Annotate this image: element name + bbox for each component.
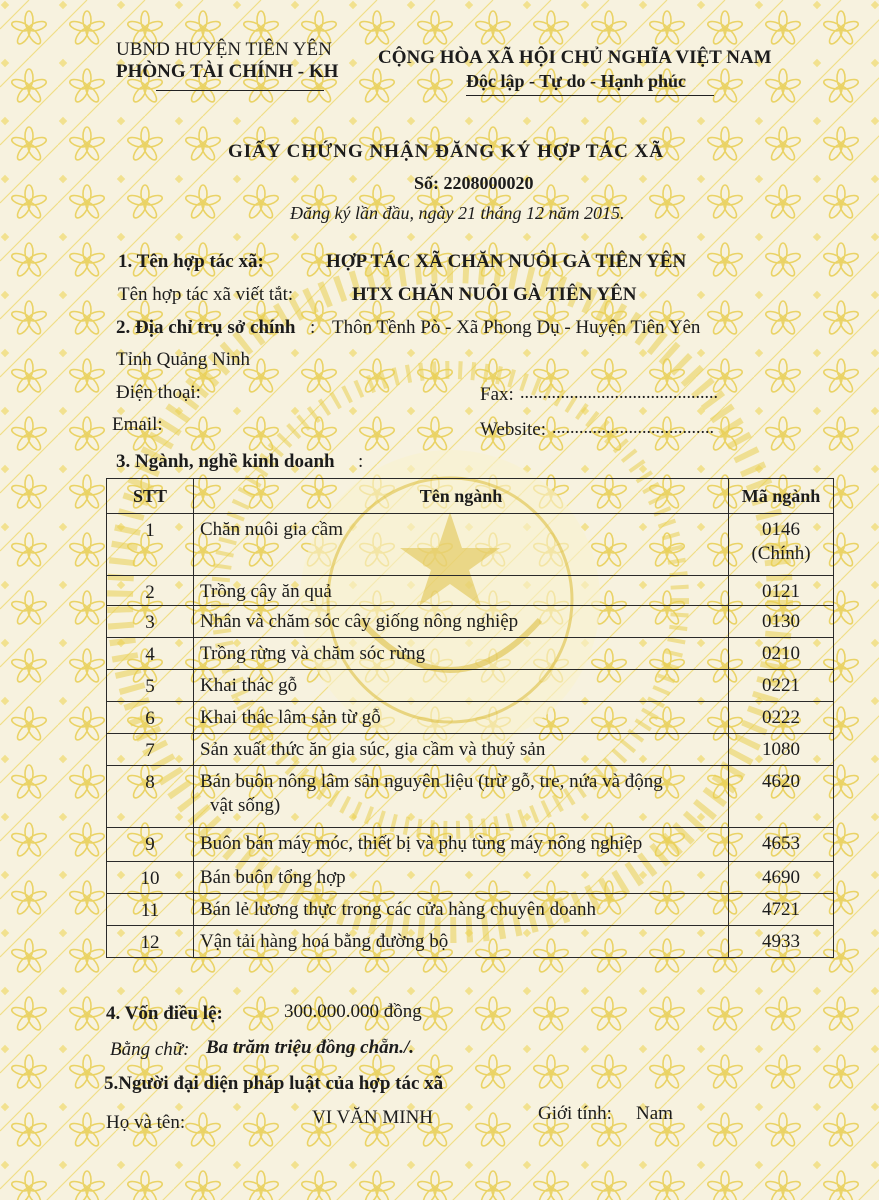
table-row [107,606,834,638]
table-row [107,576,834,606]
certificate-number: Số: 2208000020 [414,173,534,193]
table-row [107,766,834,828]
row-stt: 4 [107,638,194,670]
section4-label: 4. Vốn điều lệ: [106,1003,223,1024]
row-code: 1080 [729,734,834,766]
motto-underline [466,95,714,96]
fax-label: Fax: [480,384,514,405]
row-code: 0210 [729,638,834,670]
row-stt: 7 [107,734,194,766]
row-name [194,766,729,828]
row-stt: 3 [107,606,194,638]
row-name: Bán buôn tổng hợp [194,862,729,894]
row-stt: 9 [107,828,194,862]
row-code [729,514,834,576]
charter-capital-value: 300.000.000 đồng [284,1001,422,1022]
row-stt: 12 [107,926,194,958]
table-row [107,670,834,702]
gender-value: Nam [636,1103,673,1124]
row-name: Chăn nuôi gia cầm [194,514,729,576]
col-stt-header: STT [107,479,194,514]
table-row [107,514,834,576]
row-stt: 8 [107,766,194,828]
row-stt: 10 [107,862,194,894]
table-row [107,926,834,958]
table-row [107,894,834,926]
table-row [107,638,834,670]
website-label: Website: [480,419,547,440]
table-row [107,734,834,766]
row-name: Nhân và chăm sóc cây giống nông nghiệp [194,606,729,638]
row-name: Sản xuất thức ăn gia súc, gia cầm và thuỷ sản [194,734,729,766]
row-name: Khai thác lâm sản từ gỗ [194,702,729,734]
row-name-line1: Bán buôn nông lâm sản nguyên liệu (trừ gỗ, tre, nứa và động [200,771,663,792]
section2-colon: : [310,317,316,338]
col-name-header: Tên ngành [194,479,729,514]
table-row [107,702,834,734]
capital-in-words-label: Bằng chữ: [110,1039,190,1060]
section3-label: 3. Ngành, nghề kinh doanh [116,451,335,472]
row-code: 0130 [729,606,834,638]
row-stt: 1 [107,514,194,576]
table-row [107,828,834,862]
issuer-department: PHÒNG TÀI CHÍNH - KH [116,61,339,82]
row-code: 0221 [729,670,834,702]
phone-label: Điện thoại: [116,382,201,403]
document-title: GIẤY CHỨNG NHẬN ĐĂNG KÝ HỢP TÁC XÃ [228,141,664,162]
registration-date: Đăng ký lần đầu, ngày 21 tháng 12 năm 2015. [290,203,625,223]
national-motto: Độc lập - Tự do - Hạnh phúc [466,71,687,91]
row-name: Trồng rừng và chăm sóc rừng [194,638,729,670]
section5-label: 5.Người đại diện pháp luật của hợp tác xã [104,1073,444,1094]
national-title: CỘNG HÒA XÃ HỘI CHỦ NGHĨA VIỆT NAM [378,47,772,68]
row-name: Bán lẻ lương thực trong các cửa hàng chuyên doanh [194,894,729,926]
row-code: 4690 [729,862,834,894]
section3-colon: : [358,451,364,472]
table-row [107,862,834,894]
row-name: Khai thác gỗ [194,670,729,702]
row-code: 4721 [729,894,834,926]
website-dots: .................................... [552,417,714,437]
gender-label: Giới tính: [538,1103,612,1124]
row-code: 4653 [729,828,834,862]
row-name-line2: vật sống) [210,794,281,816]
col-code-header: Mã ngành [729,479,834,514]
representative-name: VI VĂN MINH [312,1107,434,1128]
section2-label: 2. Địa chỉ trụ sở chính [116,317,296,338]
row-code-value: 0146 [762,519,800,540]
row-stt: 2 [107,576,194,606]
coop-abbr-label: Tên hợp tác xã viết tắt: [118,284,294,305]
row-stt: 5 [107,670,194,702]
section1-label: 1. Tên hợp tác xã: [118,251,264,272]
row-code: 0222 [729,702,834,734]
coop-name: HỢP TÁC XÃ CHĂN NUÔI GÀ TIÊN YÊN [326,251,687,272]
capital-in-words-value: Ba trăm triệu đồng chẵn./. [206,1037,414,1058]
row-name: Buôn bán máy móc, thiết bị và phụ tùng máy nông nghiệp [194,828,729,862]
row-code-note: (Chính) [751,542,811,564]
row-code: 4933 [729,926,834,958]
address-line-1: Thôn Tềnh Pò - Xã Phong Dụ - Huyện Tiên Yên [332,317,701,338]
fax-dots: ............................................ [520,382,718,402]
issuer-underline [156,90,324,91]
representative-name-label: Họ và tên: [106,1112,186,1133]
row-name: Trồng cây ăn quả [194,576,729,606]
row-code: 0121 [729,576,834,606]
row-stt: 11 [107,894,194,926]
row-stt: 6 [107,702,194,734]
row-code: 4620 [729,766,834,828]
coop-abbr-name: HTX CHĂN NUÔI GÀ TIÊN YÊN [352,284,637,305]
email-label: Email: [112,414,163,435]
address-line-2: Tỉnh Quảng Ninh [116,349,251,370]
table-header-row [107,479,834,514]
business-lines-table [106,478,834,958]
row-name: Vận tải hàng hoá bằng đường bộ [194,926,729,958]
issuer-authority: UBND HUYỆN TIÊN YÊN [116,39,332,60]
